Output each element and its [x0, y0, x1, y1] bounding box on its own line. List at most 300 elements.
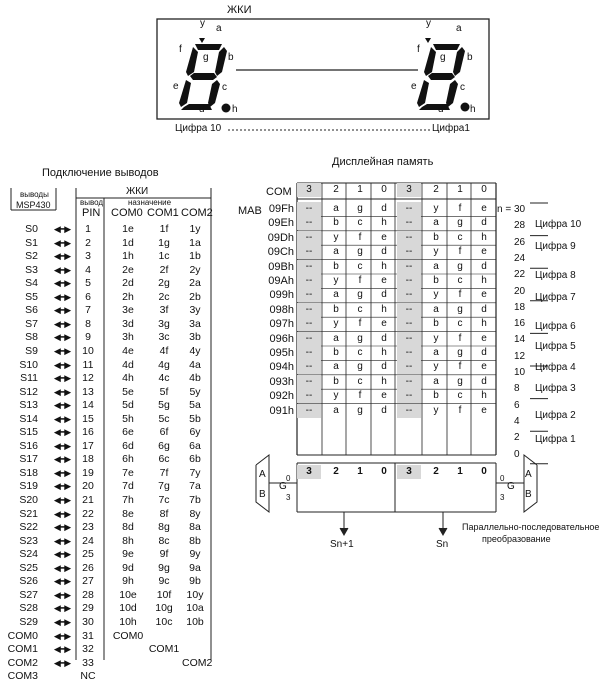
bidirectional-arrow-icon: ◀━▶: [53, 657, 71, 668]
com2-cell: 4y: [189, 344, 201, 357]
n-scale-label: 26: [514, 236, 526, 248]
com0-cell: 9e: [122, 548, 134, 561]
mux-right-three: 3: [500, 493, 505, 502]
memory-cell: b: [333, 217, 339, 229]
seg-label-f: f: [179, 44, 182, 55]
pin-cell: 29: [82, 602, 94, 615]
com0-cell: 7h: [122, 494, 134, 506]
memory-cell: c: [357, 375, 363, 387]
memory-cell: h: [481, 318, 487, 330]
bidirectional-arrow-icon: ◀━▶: [53, 224, 71, 234]
memory-cell: --: [297, 332, 321, 346]
bidirectional-arrow-icon: ◀━▶: [53, 616, 71, 627]
com1-cell: 9g: [158, 561, 170, 574]
hdr-com2: COM2: [181, 207, 213, 219]
seg-label-y: y: [200, 18, 205, 29]
com0-cell: 9h: [122, 575, 134, 588]
com-header-cell: 2: [433, 184, 439, 195]
memory-cell: g: [457, 217, 463, 229]
memory-cell: f: [458, 361, 462, 373]
bit-header-cell: 2: [333, 466, 339, 477]
memory-cell: --: [297, 360, 321, 374]
memory-cell: f: [358, 231, 362, 243]
com1-cell: 10f: [156, 588, 172, 601]
memory-address: 096h: [269, 332, 294, 345]
memory-address: 099h: [269, 289, 294, 302]
memory-cell: y: [433, 361, 439, 373]
msp-cell: S26: [19, 575, 38, 588]
memory-cell: e: [381, 275, 387, 286]
memory-cell: d: [381, 289, 387, 301]
com2-cell: 6b: [189, 453, 201, 466]
com1-cell: 4g: [158, 358, 170, 371]
com0-cell: 4h: [122, 372, 134, 385]
digit-label: Цифра 5: [535, 341, 576, 352]
pin-cell: 30: [82, 615, 94, 628]
memory-cell: f: [458, 332, 462, 344]
memory-cell: a: [433, 347, 439, 358]
memory-cell: --: [397, 303, 421, 317]
out-left: Sn+1: [330, 539, 354, 550]
com0-cell: 8e: [122, 507, 134, 520]
memory-cell: a: [433, 303, 439, 315]
digit-right-label: Цифра1: [432, 123, 470, 134]
memory-cell: --: [397, 332, 421, 346]
memory-cell: g: [457, 260, 463, 272]
pin-cell: 27: [82, 575, 94, 588]
com-label: COM: [266, 186, 292, 198]
com2-cell: 2a: [189, 277, 201, 290]
com-header-cell: 3: [297, 183, 321, 197]
n-scale-label: 12: [514, 350, 526, 362]
bidirectional-arrow-icon: ◀━▶: [53, 386, 71, 397]
mab-label: MAB: [238, 205, 262, 217]
memory-cell: --: [397, 260, 421, 274]
seg-label-e: e: [173, 81, 179, 92]
digit-label: Цифра 7: [535, 292, 576, 303]
pin-cell: 24: [82, 534, 94, 547]
memory-cell: c: [357, 260, 363, 272]
memory-cell: y: [433, 404, 439, 416]
digit-label: Цифра 2: [535, 410, 576, 421]
com2-cell: 4a: [189, 358, 201, 371]
com1-cell: 9f: [159, 548, 169, 561]
bidirectional-arrow-icon: ◀━▶: [53, 359, 71, 370]
memory-cell: --: [397, 202, 421, 216]
memory-cell: a: [433, 375, 439, 387]
pin-cell: 6: [85, 290, 91, 303]
memory-cell: c: [457, 231, 463, 243]
com1-cell: COM1: [148, 643, 180, 656]
bidirectional-arrow-icon: ◀━▶: [53, 549, 71, 560]
memory-cell: c: [357, 217, 363, 229]
memory-address: 097h: [269, 318, 294, 331]
memory-address: 09Dh: [267, 231, 294, 244]
bit-header-cell: 3: [297, 465, 321, 479]
pin-cell: NC: [80, 670, 96, 683]
com2-cell: 10y: [186, 588, 204, 601]
msp-cell: S0: [25, 223, 38, 235]
memory-cell: --: [397, 317, 421, 331]
n-scale-label: 20: [514, 285, 526, 297]
memory-address: 095h: [269, 347, 294, 359]
memory-cell: h: [381, 375, 387, 387]
memory-cell: a: [433, 260, 439, 272]
memory-cell: e: [381, 318, 387, 330]
hdr-com1: COM1: [147, 207, 179, 219]
memory-cell: g: [357, 332, 363, 344]
com2-cell: 6y: [189, 426, 201, 439]
pin-cell: 23: [82, 521, 94, 534]
com2-cell: 10a: [186, 602, 204, 615]
com0-cell: 4e: [122, 344, 134, 357]
seg-label-e-right: e: [411, 81, 417, 92]
memory-address: 09Fh: [268, 203, 294, 215]
pin-cell: 28: [82, 588, 94, 601]
com0-cell: 8d: [122, 521, 134, 534]
memory-cell: e: [381, 390, 387, 402]
bidirectional-arrow-icon: ◀━▶: [53, 400, 71, 411]
com1-cell: 7c: [158, 494, 170, 506]
msp-cell: S20: [19, 494, 38, 506]
com1-cell: 3f: [159, 304, 169, 317]
com2-cell: 6a: [189, 439, 201, 452]
msp-cell: S8: [25, 331, 38, 344]
hdr-lcd: ЖКИ: [126, 186, 149, 197]
seg-label-d: d: [199, 104, 205, 115]
memory-cell: d: [381, 361, 387, 373]
memory-cell: g: [357, 246, 363, 258]
pin-cell: 11: [82, 358, 94, 371]
com2-cell: 5y: [189, 385, 201, 398]
memory-address: 098h: [269, 303, 294, 316]
seg-label-g: g: [203, 52, 209, 63]
n-scale-label: 0: [514, 448, 520, 460]
memory-cell: --: [297, 274, 321, 288]
pin-cell: 16: [82, 426, 94, 439]
msp-cell: S9: [25, 344, 38, 357]
com2-cell: 2y: [189, 263, 201, 276]
seg-label-b: b: [228, 52, 234, 63]
seg-label-y-right: y: [426, 18, 431, 29]
n-scale-label: 28: [514, 220, 526, 232]
memory-cell: b: [433, 275, 439, 286]
msp-cell: S24: [19, 548, 38, 561]
com2-cell: 5b: [189, 412, 201, 425]
msp-cell: S27: [19, 588, 38, 601]
memory-cell: e: [481, 361, 487, 373]
msp-cell: S6: [25, 304, 38, 317]
com2-cell: 9b: [189, 575, 201, 588]
pin-cell: 33: [82, 656, 94, 669]
memory-cell: f: [458, 203, 462, 214]
digit-label: Цифра 1: [535, 434, 576, 445]
n-scale-label: 2: [514, 432, 520, 444]
com2-cell: 1y: [189, 223, 201, 235]
memory-cell: --: [397, 375, 421, 389]
pin-cell: 4: [85, 263, 91, 276]
com0-cell: 7e: [122, 466, 134, 479]
memory-cell: g: [357, 203, 363, 214]
memory-cell: y: [433, 332, 439, 344]
memory-cell: g: [357, 361, 363, 373]
digit-left-label: Цифра 10: [175, 123, 222, 134]
pin-cell: 15: [82, 412, 94, 425]
memory-address: 09Ah: [268, 275, 294, 287]
msp-cell: S4: [25, 277, 38, 290]
bidirectional-arrow-icon: ◀━▶: [53, 589, 71, 600]
memory-cell: --: [297, 375, 321, 389]
msp-cell: COM1: [7, 643, 38, 656]
memory-cell: e: [381, 231, 387, 243]
memory-cell: y: [333, 275, 339, 286]
memory-cell: --: [297, 317, 321, 331]
memory-cell: --: [397, 346, 421, 360]
mux-right-g: G: [507, 481, 515, 492]
mux-left-g: G: [279, 481, 287, 492]
memory-cell: g: [457, 303, 463, 315]
com1-cell: 8c: [158, 534, 170, 547]
conversion-label-2: преобразование: [482, 534, 551, 544]
memory-cell: --: [297, 389, 321, 403]
msp-cell: S16: [19, 439, 38, 452]
com2-cell: 9y: [189, 548, 201, 561]
bidirectional-arrow-icon: ◀━▶: [53, 454, 71, 465]
memory-cell: --: [397, 231, 421, 245]
memory-cell: a: [333, 332, 339, 344]
seg-label-g-right: g: [440, 52, 446, 63]
msp-cell: S7: [25, 317, 38, 330]
com-header-cell: 1: [457, 184, 463, 195]
memory-cell: f: [458, 246, 462, 258]
bidirectional-arrow-icon: ◀━▶: [53, 237, 71, 248]
com0-cell: 3e: [122, 304, 134, 317]
pin-cell: 3: [85, 250, 91, 263]
com1-cell: 1c: [158, 250, 170, 263]
n-scale-label: 6: [514, 399, 520, 411]
msp-cell: S1: [25, 236, 38, 249]
pin-cell: 21: [82, 494, 94, 506]
msp-cell: S21: [19, 507, 38, 520]
com2-cell: 3a: [189, 317, 201, 330]
out-right-arrow-icon: [439, 528, 447, 535]
bidirectional-arrow-icon: ◀━▶: [53, 332, 71, 343]
memory-cell: h: [381, 347, 387, 358]
pin-cell: 7: [85, 304, 91, 317]
n-scale-label: 8: [514, 383, 520, 395]
memory-cell: --: [297, 216, 321, 230]
memory-address: 094h: [269, 361, 294, 374]
memory-cell: --: [397, 360, 421, 374]
com1-cell: 7g: [158, 480, 170, 493]
seg-label-h: h: [232, 104, 238, 115]
memory-cell: b: [333, 260, 339, 272]
com0-cell: 2e: [122, 263, 134, 276]
memory-cell: c: [357, 347, 363, 358]
memory-cell: b: [333, 375, 339, 387]
memory-cell: b: [333, 347, 339, 358]
com0-cell: COM0: [112, 629, 144, 642]
com0-cell: 7d: [122, 480, 134, 493]
memory-cell: --: [297, 404, 321, 418]
com1-cell: 7f: [159, 466, 169, 479]
memory-title: Дисплейная память: [332, 156, 434, 168]
mux-right-a: A: [525, 469, 532, 480]
digit-label: Цифра 9: [535, 241, 576, 252]
com2-cell: 7a: [189, 480, 201, 493]
pin-cell: 17: [82, 439, 94, 452]
digit-label: Цифра 3: [535, 383, 576, 394]
memory-cell: c: [457, 318, 463, 330]
memory-cell: --: [297, 303, 321, 317]
bit-header-cell: 0: [381, 466, 387, 477]
com2-cell: 7y: [189, 466, 201, 479]
memory-cell: y: [433, 246, 439, 258]
bidirectional-arrow-icon: ◀━▶: [53, 251, 71, 262]
com2-cell: 3b: [189, 331, 201, 344]
com1-cell: 5g: [158, 399, 170, 412]
pin-cell: 25: [82, 548, 94, 561]
hdr-vyvod: вывод: [80, 198, 104, 207]
hdr-msp-1: выводы: [20, 190, 49, 199]
conversion-label-1: Параллельно-последовательное: [462, 522, 600, 532]
com0-cell: 5e: [122, 385, 134, 398]
bit-header-cell: 0: [481, 466, 487, 477]
memory-cell: f: [358, 318, 362, 330]
memory-cell: --: [397, 288, 421, 302]
msp-cell: S17: [19, 453, 38, 466]
memory-cell: d: [481, 375, 487, 387]
pin-cell: 18: [82, 453, 94, 466]
memory-cell: b: [433, 231, 439, 243]
seg-label-f-right: f: [417, 44, 420, 55]
bidirectional-arrow-icon: ◀━▶: [53, 481, 71, 492]
memory-cell: --: [297, 245, 321, 259]
bidirectional-arrow-icon: ◀━▶: [53, 495, 71, 505]
com1-cell: 5c: [158, 412, 170, 425]
hdr-msp-2: MSP430: [16, 200, 51, 210]
msp-cell: S18: [19, 466, 38, 479]
memory-cell: h: [481, 231, 487, 243]
n-scale-label: 14: [514, 334, 526, 346]
memory-cell: a: [333, 203, 339, 214]
bidirectional-arrow-icon: ◀━▶: [53, 440, 71, 451]
msp-cell: S3: [25, 263, 38, 276]
bidirectional-arrow-icon: ◀━▶: [53, 345, 71, 356]
pin-cell: 5: [85, 277, 91, 290]
com0-cell: 1e: [122, 223, 134, 235]
com0-cell: 10d: [119, 602, 137, 615]
bidirectional-arrow-icon: ◀━▶: [53, 278, 71, 289]
com1-cell: 6f: [159, 426, 169, 439]
com1-cell: 8g: [158, 521, 170, 534]
seg-label-c: c: [222, 82, 227, 93]
com1-cell: 3c: [158, 331, 170, 344]
memory-address: 09Bh: [268, 260, 294, 273]
memory-cell: b: [333, 303, 339, 315]
memory-cell: h: [381, 260, 387, 272]
hdr-pin: PIN: [82, 207, 101, 219]
bidirectional-arrow-icon: ◀━▶: [53, 603, 71, 614]
n-scale-label: 16: [514, 318, 526, 330]
bidirectional-arrow-icon: ◀━▶: [53, 630, 71, 641]
msp-cell: S22: [19, 521, 38, 534]
bit-header-cell: 1: [457, 466, 463, 477]
com0-cell: 1d: [122, 236, 134, 249]
com2-cell: COM2: [182, 656, 213, 669]
memory-cell: d: [481, 303, 487, 315]
memory-cell: d: [481, 347, 487, 358]
msp-cell: S28: [19, 602, 38, 615]
bidirectional-arrow-icon: ◀━▶: [53, 427, 71, 438]
com2-cell: 1a: [189, 236, 201, 249]
com1-cell: 9c: [158, 575, 170, 588]
memory-address: 09Ch: [267, 246, 294, 259]
memory-cell: y: [433, 203, 439, 214]
com2-cell: 8y: [189, 507, 201, 520]
memory-address: 092h: [269, 390, 294, 403]
msp-cell: COM2: [7, 656, 38, 669]
memory-cell: a: [333, 361, 339, 373]
seg-label-a-right: a: [456, 23, 462, 34]
com0-cell: 10h: [119, 615, 137, 628]
pin-cell: 12: [82, 372, 94, 385]
bidirectional-arrow-icon: ◀━▶: [53, 305, 71, 316]
bidirectional-arrow-icon: ◀━▶: [53, 522, 71, 533]
n-scale-label: n = 30: [497, 204, 526, 215]
memory-cell: --: [297, 288, 321, 302]
com0-cell: 3d: [122, 317, 134, 330]
msp-cell: S15: [19, 426, 38, 439]
memory-cell: h: [481, 275, 487, 286]
msp-cell: S25: [19, 561, 38, 574]
n-scale-label: 18: [514, 301, 526, 313]
com2-cell: 4b: [189, 372, 201, 385]
com2-cell: 8b: [189, 534, 201, 547]
memory-cell: a: [433, 217, 439, 229]
com0-cell: 5d: [122, 399, 134, 412]
memory-cell: b: [433, 390, 439, 402]
memory-cell: --: [397, 389, 421, 403]
memory-cell: a: [333, 246, 339, 258]
bidirectional-arrow-icon: ◀━▶: [53, 467, 71, 478]
pin-cell: 2: [85, 236, 91, 249]
com2-cell: 8a: [189, 521, 201, 534]
mux-left-a: A: [259, 469, 266, 480]
pin-cell: 22: [82, 507, 94, 520]
com1-cell: 6g: [158, 439, 170, 452]
pins-title: Подключение выводов: [42, 167, 159, 179]
com1-cell: 4c: [158, 372, 170, 385]
seg-label-d-right: d: [438, 104, 444, 115]
memory-cell: --: [397, 216, 421, 230]
mux-right-zero: 0: [500, 474, 505, 483]
memory-cell: f: [358, 390, 362, 402]
com2-cell: 7b: [189, 494, 201, 506]
memory-cell: y: [333, 231, 339, 243]
com1-cell: 10g: [155, 602, 173, 615]
com0-cell: 6h: [122, 453, 134, 466]
msp-cell: S2: [25, 250, 38, 263]
bidirectional-arrow-icon: ◀━▶: [53, 373, 71, 384]
bidirectional-arrow-icon: ◀━▶: [53, 562, 71, 573]
pin-cell: 8: [85, 317, 91, 330]
com2-cell: 5a: [189, 399, 201, 412]
com0-cell: 9d: [122, 561, 134, 574]
com2-cell: 9a: [189, 561, 201, 574]
memory-cell: --: [297, 202, 321, 216]
msp-cell: COM0: [7, 629, 38, 642]
